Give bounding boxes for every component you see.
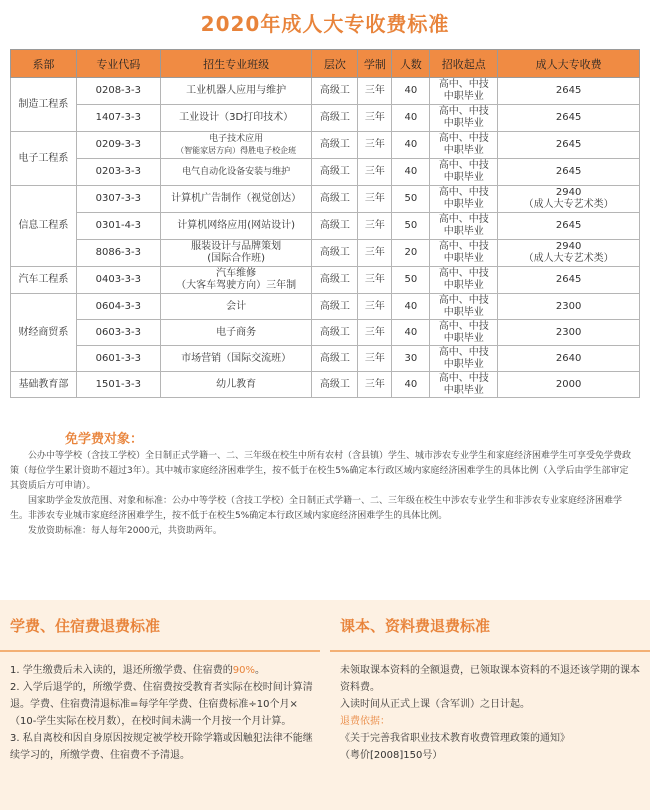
fee-cell: 2645 [498,267,640,294]
start-line: 中职毕业 [443,280,484,291]
start-cell [430,240,498,267]
start-cell [430,267,498,294]
years-cell: 三年 [358,186,392,213]
level-cell: 高级工 [312,78,358,105]
major-line: （大客车驾驶方向）三年制 [176,280,297,291]
code-cell: 0209-3-3 [76,132,160,159]
tuition-refund-title: 学费、住宿费退费标准 [10,617,161,635]
fee-cell: 2645 [498,213,640,240]
table-row [11,267,640,294]
code-cell: 1501-3-3 [76,372,160,398]
level-cell: 高级工 [312,159,358,186]
book-refund-body [330,652,650,764]
dept-cell: 信息工程系 [11,186,77,267]
start-line: 中职毕业 [443,118,484,129]
years-cell: 三年 [358,213,392,240]
years-cell: 三年 [358,346,392,372]
page-title: 2020年成人大专收费标准 [200,12,450,36]
start-cell [430,159,498,186]
table-row [11,186,640,213]
table-row [11,240,640,267]
major-line: 汽车维修 [216,268,257,279]
tuition-refund-body [0,652,320,764]
fee-line: 2940 [555,241,582,252]
level-cell: 高级工 [312,372,358,398]
start-line: 高中、中技 [438,268,489,279]
table-row [11,132,640,159]
refund-item: 3. 私自离校和因自身原因按规定被学校开除学籍或因触犯法律不能继续学习的，所缴学费、住宿费不予清退。 [10,733,313,761]
major-cell: 电气自动化设备安装与维护 [160,159,312,186]
start-line: 中职毕业 [443,145,484,156]
start-cell [430,320,498,346]
table-header-row [11,50,640,78]
table-row [11,159,640,186]
major-line: 电子技术应用 [209,134,264,144]
count-cell: 40 [392,132,430,159]
code-cell: 0601-3-3 [76,346,160,372]
level-cell: 高级工 [312,132,358,159]
fee-cell: 2645 [498,132,640,159]
tuition-refund-column [0,600,320,810]
major-cell: 电子商务 [160,320,312,346]
major-cell: 工业机器人应用与维护 [160,78,312,105]
start-line: 高中、中技 [438,372,489,384]
fee-line: 2940 [555,187,582,198]
refund-item-text: 。 [254,665,265,676]
years-cell: 三年 [358,320,392,346]
level-cell: 高级工 [312,320,358,346]
fee-cell: 2645 [498,159,640,186]
years-cell: 三年 [358,78,392,105]
dept-cell: 基础教育部 [11,372,77,398]
level-cell: 高级工 [312,240,358,267]
fee-cell [498,240,640,267]
code-cell: 0301-4-3 [76,213,160,240]
major-line: 服装设计与品牌策划 [191,241,282,252]
header-dept: 系部 [11,50,77,78]
major-cell: 计算机网络应用(网站设计) [160,213,312,240]
count-cell: 40 [392,159,430,186]
count-cell: 40 [392,78,430,105]
major-cell: 会计 [160,294,312,320]
table-row [11,294,640,320]
major-cell: 计算机广告制作（视觉创达） [160,186,312,213]
refund-basis-document: 《关于完善我省职业技术教育收费管理政策的通知》 [340,733,570,744]
count-cell: 50 [392,267,430,294]
major-cell [160,240,312,267]
level-cell: 高级工 [312,294,358,320]
count-cell: 40 [392,294,430,320]
exempt-title: 免学费对象： [65,432,144,447]
start-line: 高中、中技 [438,346,489,358]
table-row [11,213,640,240]
start-line: 中职毕业 [443,358,484,370]
code-cell: 1407-3-3 [76,105,160,132]
exempt-paragraph: 公办中等学校（含技工学校）全日制正式学籍一、二、三年级在校生中所有农村（含县镇）学生、城市涉农专业学生和家庭经济困难学生可享受免学费政策（每位学生累计资助不超过3年）。其中城市家庭经济困难学生，按不低于在校生5%确定本行政区域内家庭经济困难学生的具体比例（入学后由学生部审定其资质后方可申请）。 [10,451,632,491]
start-cell [430,294,498,320]
start-line: 中职毕业 [443,199,484,210]
level-cell: 高级工 [312,213,358,240]
major-line: (国际合作班) [207,253,266,264]
start-line: 高中、中技 [438,241,489,252]
fee-line: （成人大专艺术类） [523,253,614,264]
start-line: 高中、中技 [438,133,489,144]
years-cell: 三年 [358,240,392,267]
fee-table [10,49,640,398]
start-cell [430,132,498,159]
years-cell: 三年 [358,132,392,159]
start-cell [430,346,498,372]
start-cell [430,78,498,105]
major-cell [160,267,312,294]
refund-percent: 90% [232,665,255,676]
fee-cell: 2300 [498,320,640,346]
start-line: 高中、中技 [438,320,489,332]
start-line: 高中、中技 [438,79,489,90]
dept-cell: 制造工程系 [11,78,77,132]
count-cell: 20 [392,240,430,267]
count-cell: 40 [392,320,430,346]
exempt-paragraph: 发放资助标准：每人每年2000元，共资助两年。 [28,526,222,536]
start-line: 中职毕业 [443,253,484,264]
header-level: 层次 [312,50,358,78]
fee-line: （成人大专艺术类） [523,199,614,210]
fee-cell: 2645 [498,105,640,132]
refund-item-text: 1. 学生缴费后未入读的，退还所缴学费、住宿费的 [10,665,233,676]
dept-cell: 财经商贸系 [11,294,77,372]
fee-cell: 2000 [498,372,640,398]
start-line: 中职毕业 [443,91,484,102]
book-refund-title: 课本、资料费退费标准 [340,617,491,635]
count-cell: 50 [392,186,430,213]
header-years: 学制 [358,50,392,78]
table-row [11,320,640,346]
table-row [11,78,640,105]
fee-cell: 2645 [498,78,640,105]
major-cell [160,132,312,159]
dept-cell: 电子工程系 [11,132,77,186]
code-cell: 0208-3-3 [76,78,160,105]
code-cell: 0604-3-3 [76,294,160,320]
start-line: 高中、中技 [438,214,489,225]
fee-cell [498,186,640,213]
count-cell: 30 [392,346,430,372]
count-cell: 40 [392,372,430,398]
level-cell: 高级工 [312,105,358,132]
book-refund-paragraph: 入读时间从正式上课（含军训）之日计起。 [340,699,530,710]
years-cell: 三年 [358,159,392,186]
header-start: 招收起点 [430,50,498,78]
start-line: 高中、中技 [438,294,489,306]
start-line: 中职毕业 [443,172,484,183]
start-line: 高中、中技 [438,187,489,198]
fee-cell: 2300 [498,294,640,320]
level-cell: 高级工 [312,267,358,294]
start-line: 中职毕业 [443,384,484,396]
start-cell [430,186,498,213]
major-cell: 市场营销（国际交流班） [160,346,312,372]
refund-basis-reference: （粤价[2008]150号） [340,750,443,761]
code-cell: 0203-3-3 [76,159,160,186]
exempt-section [10,432,640,539]
code-cell: 0603-3-3 [76,320,160,346]
start-line: 中职毕业 [443,306,484,318]
count-cell: 50 [392,213,430,240]
code-cell: 0403-3-3 [76,267,160,294]
start-cell [430,372,498,398]
major-cell: 工业设计（3D打印技术） [160,105,312,132]
start-line: 高中、中技 [438,160,489,171]
refund-item: 2. 入学后退学的，所缴学费、住宿费按受教育者实际在校时间计算清退。学费、住宿费清退标准=每学年学费、住宿费标准÷10个月×（10-学生实际在校月数），在校时间未满一个月按一个月计算。 [10,682,313,727]
table-row [11,105,640,132]
years-cell: 三年 [358,294,392,320]
years-cell: 三年 [358,372,392,398]
header-fee: 成人大专收费 [498,50,640,78]
start-cell [430,213,498,240]
table-row [11,372,640,398]
refund-basis-label: 退费依据： [340,716,390,727]
refund-section [0,600,650,810]
code-cell: 8086-3-3 [76,240,160,267]
level-cell: 高级工 [312,186,358,213]
major-line: （智能家居方向）得胜电子校企班 [176,146,297,155]
fee-cell: 2640 [498,346,640,372]
start-line: 中职毕业 [443,332,484,344]
major-cell: 幼儿教育 [160,372,312,398]
count-cell: 40 [392,105,430,132]
header-major: 招生专业班级 [160,50,312,78]
book-refund-paragraph: 未领取课本资料的全额退费，已领取课本资料的不退还该学期的课本资料费。 [340,665,640,693]
years-cell: 三年 [358,267,392,294]
header-code: 专业代码 [76,50,160,78]
level-cell: 高级工 [312,346,358,372]
code-cell: 0307-3-3 [76,186,160,213]
start-cell [430,105,498,132]
refund-item [10,662,314,679]
dept-cell: 汽车工程系 [11,267,77,294]
years-cell: 三年 [358,105,392,132]
exempt-paragraph: 国家助学金发放范围、对象和标准：公办中等学校（含技工学校）全日制正式学籍一、二、三年级在校生中涉农专业学生和非涉农专业家庭经济困难学生。非涉农专业城市家庭经济困难学生，按不低于在校生5%确定本行政区域内家庭经济困难学生的具体比例。 [10,496,623,521]
table-row [11,346,640,372]
book-refund-column [330,600,650,810]
start-line: 高中、中技 [438,106,489,117]
start-line: 中职毕业 [443,226,484,237]
header-count: 人数 [392,50,430,78]
